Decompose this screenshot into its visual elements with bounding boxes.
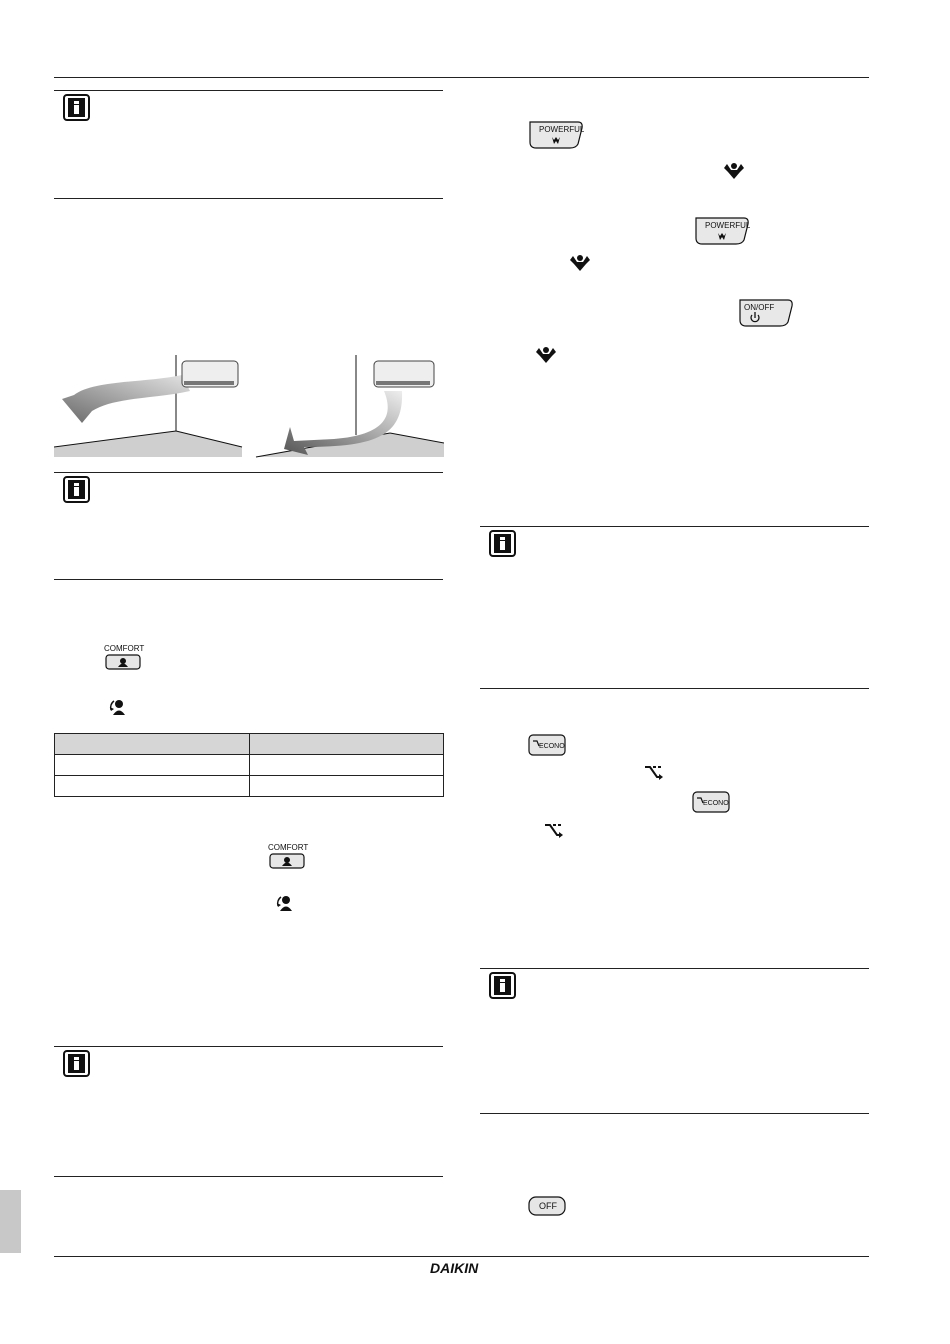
table-row: [55, 776, 444, 797]
comfort-button[interactable]: [269, 853, 305, 869]
airflow-illustration: [54, 355, 444, 460]
powerful-mode-icon: [534, 346, 558, 364]
info-box-2-top-rule: [54, 472, 443, 473]
comfort-airflow-icon: [108, 698, 128, 716]
off-button[interactable]: [528, 1196, 566, 1216]
table-cell: [55, 755, 250, 776]
econo-button-label: ECONO: [703, 800, 729, 807]
info-box-4-top-rule: [480, 526, 869, 527]
on-off-button[interactable]: [738, 298, 794, 328]
econo-mode-icon: [543, 821, 565, 839]
powerful-mode-icon: [568, 254, 592, 272]
econo-button-label: ECONO: [539, 743, 565, 750]
table-header-row: [55, 734, 444, 755]
powerful-mode-icon: [722, 162, 746, 180]
table-row: [55, 755, 444, 776]
econo-button[interactable]: [692, 791, 730, 813]
table-cell: [250, 755, 444, 776]
comfort-airflow-icon: [275, 894, 295, 912]
info-box-1-bottom-rule: [54, 198, 443, 199]
comfort-button-caption: COMFORT: [268, 843, 309, 852]
info-box-5-top-rule: [480, 968, 869, 969]
on-off-button-label: ON/OFF: [744, 303, 775, 312]
header-rule: [54, 77, 869, 78]
info-icon: [489, 972, 516, 999]
info-box-1-top-rule: [54, 90, 443, 91]
info-icon: [63, 476, 90, 503]
info-icon: [489, 530, 516, 557]
table-cell: [55, 776, 250, 797]
info-box-4-bottom-rule: [480, 688, 869, 689]
powerful-button[interactable]: [694, 216, 750, 246]
info-box-3-bottom-rule: [54, 1176, 443, 1177]
side-tab: [0, 1190, 21, 1253]
info-icon: [63, 1050, 90, 1077]
econo-button[interactable]: [528, 734, 566, 756]
brand-logo: [430, 1259, 496, 1277]
comfort-button-caption: COMFORT: [104, 644, 145, 653]
info-box-2-bottom-rule: [54, 579, 443, 580]
table-header-cell: [250, 734, 444, 755]
powerful-button-label: POWERFUL: [705, 221, 750, 230]
info-box-5-bottom-rule: [480, 1113, 869, 1114]
table-header-cell: [55, 734, 250, 755]
econo-mode-icon: [643, 763, 665, 781]
info-box-3-top-rule: [54, 1046, 443, 1047]
comfort-button[interactable]: [105, 654, 141, 670]
powerful-button-label: POWERFUL: [539, 125, 584, 134]
powerful-button[interactable]: [528, 120, 584, 150]
info-icon: [63, 94, 90, 121]
off-button-label: OFF: [539, 1201, 557, 1211]
table-cell: [250, 776, 444, 797]
mode-table: [54, 733, 444, 797]
footer-rule: [54, 1256, 869, 1257]
brand-logo-text: DAIKIN: [430, 1260, 479, 1276]
